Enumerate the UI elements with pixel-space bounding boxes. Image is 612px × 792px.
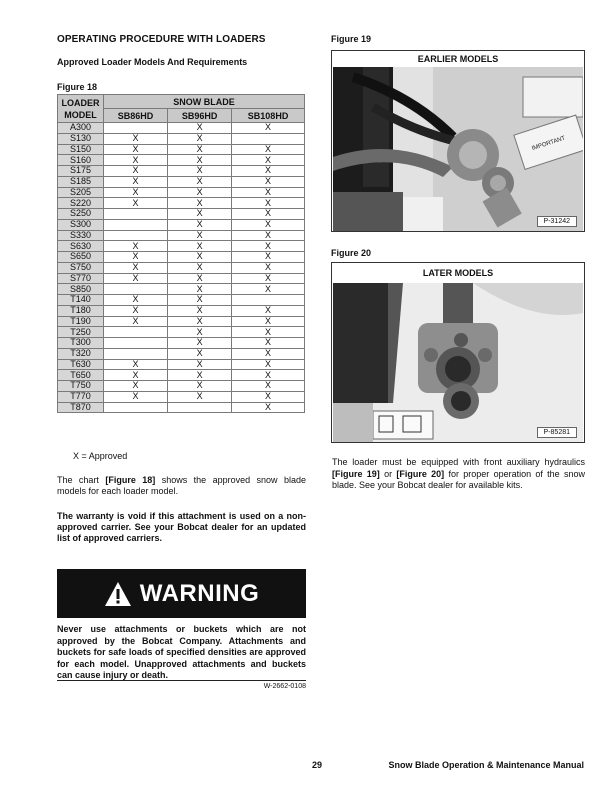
- hydraulics-text-3: for proper operation of the snow blade. See your Bobcat dealer for available kits.: [332, 468, 585, 490]
- figure-19-title: EARLIER MODELS: [417, 54, 499, 64]
- approval-cell: X: [232, 338, 305, 349]
- approval-cell: X: [104, 198, 168, 209]
- snow-blade-header: SNOW BLADE: [104, 95, 305, 109]
- loader-model-cell: T870: [58, 402, 104, 413]
- approval-cell: X: [232, 252, 305, 263]
- approval-cell: X: [168, 209, 232, 220]
- chart-paragraph-text-2: shows the approved snow blade models for each loader model.: [57, 475, 306, 496]
- approval-cell: X: [104, 295, 168, 306]
- approval-cell: X: [232, 176, 305, 187]
- warning-title: WARNING: [139, 579, 260, 607]
- table-row: [58, 252, 305, 263]
- table-row: [58, 166, 305, 177]
- approval-cell: X: [104, 144, 168, 155]
- approval-cell: X: [232, 209, 305, 220]
- approval-cell: X: [104, 166, 168, 177]
- loader-model-cell: S130: [58, 133, 104, 144]
- loader-model-cell: S160: [58, 155, 104, 166]
- loader-model-cell: T180: [58, 305, 104, 316]
- approval-cell: X: [168, 155, 232, 166]
- approval-cell: [232, 295, 305, 306]
- approval-cell: X: [232, 316, 305, 327]
- loader-header-line2: MODEL: [64, 109, 97, 120]
- figure-20-box: [331, 262, 585, 443]
- loader-model-cell: S770: [58, 273, 104, 284]
- loader-header-line1: LOADER: [61, 97, 100, 108]
- approval-cell: X: [104, 133, 168, 144]
- table-row: [58, 123, 305, 134]
- column-header: SB108HD: [232, 109, 305, 123]
- approval-cell: X: [168, 370, 232, 381]
- table-row: [58, 348, 305, 359]
- column-header: SB96HD: [168, 109, 232, 123]
- approval-cell: X: [232, 198, 305, 209]
- figure-20-reference: [Figure 20]: [396, 468, 445, 479]
- loader-model-header: [58, 95, 104, 123]
- loader-model-cell: S850: [58, 284, 104, 295]
- table-row: [58, 219, 305, 230]
- hydraulics-text-2: or: [379, 468, 397, 479]
- figure-20-label: Figure 20: [331, 248, 372, 258]
- approval-cell: [104, 219, 168, 230]
- approval-cell: X: [168, 338, 232, 349]
- approval-cell: X: [104, 316, 168, 327]
- approval-cell: X: [104, 252, 168, 263]
- figure-19-photo-id: P-31242: [537, 216, 577, 227]
- approved-models-table: [57, 94, 305, 413]
- approval-cell: X: [104, 370, 168, 381]
- approval-cell: X: [168, 262, 232, 273]
- loader-model-cell: T630: [58, 359, 104, 370]
- figure-18-reference: [Figure 18]: [105, 475, 156, 485]
- approval-cell: X: [168, 133, 232, 144]
- figure-19-label: Figure 19: [331, 34, 372, 44]
- table-row: [58, 402, 305, 413]
- approval-cell: X: [104, 273, 168, 284]
- approval-cell: [104, 327, 168, 338]
- page-heading: OPERATING PROCEDURE WITH LOADERS: [57, 34, 266, 45]
- decal-text: IMPORTANT: [531, 135, 567, 153]
- approval-cell: X: [104, 381, 168, 392]
- approval-cell: X: [232, 370, 305, 381]
- manual-title: Snow Blade Operation & Maintenance Manual: [388, 760, 584, 770]
- table-row: [58, 133, 305, 144]
- approval-cell: X: [232, 381, 305, 392]
- loader-model-cell: S185: [58, 176, 104, 187]
- approval-cell: X: [168, 391, 232, 402]
- approval-cell: X: [104, 155, 168, 166]
- loader-model-cell: T750: [58, 381, 104, 392]
- loader-model-cell: S630: [58, 241, 104, 252]
- table-row: [58, 338, 305, 349]
- approval-cell: X: [104, 241, 168, 252]
- approval-cell: X: [168, 381, 232, 392]
- approval-cell: X: [232, 219, 305, 230]
- approval-cell: X: [168, 166, 232, 177]
- approval-cell: [168, 402, 232, 413]
- approval-cell: X: [168, 359, 232, 370]
- approval-cell: X: [168, 230, 232, 241]
- warning-triangle-icon: [104, 581, 132, 607]
- approval-cell: X: [232, 155, 305, 166]
- approval-cell: [104, 338, 168, 349]
- loader-model-cell: A300: [58, 123, 104, 134]
- loader-model-cell: T140: [58, 295, 104, 306]
- approval-cell: X: [168, 327, 232, 338]
- section-subheading: Approved Loader Models And Requirements: [57, 57, 248, 67]
- loader-model-cell: S300: [58, 219, 104, 230]
- approval-cell: X: [168, 273, 232, 284]
- figure-19-box: [331, 50, 585, 232]
- table-row: [58, 359, 305, 370]
- table-row: [58, 273, 305, 284]
- table-legend: X = Approved: [73, 451, 128, 461]
- loader-model-cell: T320: [58, 348, 104, 359]
- hydraulics-text-1: The loader must be equipped with front auxiliary hydraulics: [332, 457, 585, 467]
- approval-cell: X: [232, 327, 305, 338]
- table-row: [58, 241, 305, 252]
- loader-model-cell: S750: [58, 262, 104, 273]
- loader-model-cell: T650: [58, 370, 104, 381]
- loader-model-cell: T770: [58, 391, 104, 402]
- approval-cell: [104, 402, 168, 413]
- approval-cell: [232, 133, 305, 144]
- approval-cell: X: [168, 187, 232, 198]
- approval-cell: X: [232, 166, 305, 177]
- approval-cell: [104, 123, 168, 134]
- approval-cell: X: [232, 284, 305, 295]
- table-row: [58, 262, 305, 273]
- loader-model-cell: S330: [58, 230, 104, 241]
- table-row: [58, 155, 305, 166]
- table-row: [58, 295, 305, 306]
- figure-20-photo-id: P-85281: [537, 427, 577, 438]
- chart-paragraph-text-1: The chart: [57, 475, 106, 485]
- approval-cell: X: [232, 144, 305, 155]
- approval-cell: X: [168, 144, 232, 155]
- page-number: 29: [312, 760, 323, 770]
- loader-model-cell: S250: [58, 209, 104, 220]
- loader-model-cell: S205: [58, 187, 104, 198]
- approval-cell: X: [168, 284, 232, 295]
- table-row: [58, 176, 305, 187]
- approval-cell: [104, 284, 168, 295]
- table-row: [58, 316, 305, 327]
- approval-cell: X: [232, 241, 305, 252]
- loader-model-cell: S220: [58, 198, 104, 209]
- approval-cell: X: [168, 198, 232, 209]
- approval-cell: X: [104, 391, 168, 402]
- approval-cell: X: [232, 230, 305, 241]
- approval-cell: X: [168, 305, 232, 316]
- approval-cell: X: [104, 305, 168, 316]
- approval-cell: X: [232, 187, 305, 198]
- approval-cell: X: [232, 305, 305, 316]
- approval-cell: X: [168, 295, 232, 306]
- chart-paragraph: [57, 475, 306, 497]
- table-row: [58, 230, 305, 241]
- table-row: [58, 381, 305, 392]
- table-row: [58, 144, 305, 155]
- figure-19-reference: [Figure 19]: [332, 468, 380, 479]
- approval-cell: [104, 209, 168, 220]
- table-row: [58, 198, 305, 209]
- approval-cell: X: [104, 187, 168, 198]
- figure-20-photo: [333, 283, 583, 442]
- loader-model-cell: T300: [58, 338, 104, 349]
- table-row: [58, 305, 305, 316]
- loader-model-cell: S150: [58, 144, 104, 155]
- approval-cell: [104, 230, 168, 241]
- warning-banner: [57, 569, 306, 618]
- warning-divider: [57, 680, 306, 681]
- loader-model-cell: S175: [58, 166, 104, 177]
- figure-18-label: Figure 18: [57, 82, 98, 92]
- approval-cell: X: [168, 176, 232, 187]
- approval-cell: X: [232, 348, 305, 359]
- approval-cell: X: [232, 273, 305, 284]
- table-row: [58, 370, 305, 381]
- table-row: [58, 209, 305, 220]
- approval-cell: X: [168, 241, 232, 252]
- warning-code: W-2662-0108: [263, 683, 306, 690]
- approval-cell: X: [168, 316, 232, 327]
- warranty-paragraph: The warranty is void if this attachment is used on a non-approved carrier. See your Bobcat dealer for an updated list of approved carriers.: [57, 511, 306, 543]
- approval-cell: X: [232, 262, 305, 273]
- approval-cell: X: [104, 176, 168, 187]
- approval-cell: X: [168, 123, 232, 134]
- table-row: [58, 284, 305, 295]
- approval-cell: [104, 348, 168, 359]
- approval-cell: X: [104, 359, 168, 370]
- loader-model-cell: T250: [58, 327, 104, 338]
- figure-20-title: LATER MODELS: [422, 268, 494, 278]
- table-row: [58, 327, 305, 338]
- approval-cell: X: [232, 359, 305, 370]
- approval-cell: X: [232, 123, 305, 134]
- warning-body: Never use attachments or buckets which are not approved by the Bobcat Company. Attachments and buckets for safe loads of specified densities are approved for each model. Unapproved attachments and buckets can cause injury or death.: [57, 624, 306, 680]
- table-row: [58, 187, 305, 198]
- approval-cell: X: [168, 219, 232, 230]
- approval-cell: X: [104, 262, 168, 273]
- column-header: SB86HD: [104, 109, 168, 123]
- approval-cell: X: [168, 252, 232, 263]
- approval-cell: X: [168, 348, 232, 359]
- hydraulics-paragraph: [332, 457, 585, 492]
- figure-19-photo: [333, 67, 583, 231]
- approval-cell: X: [232, 391, 305, 402]
- approval-cell: X: [232, 402, 305, 413]
- loader-model-cell: T190: [58, 316, 104, 327]
- table-row: [58, 391, 305, 402]
- loader-model-cell: S650: [58, 252, 104, 263]
